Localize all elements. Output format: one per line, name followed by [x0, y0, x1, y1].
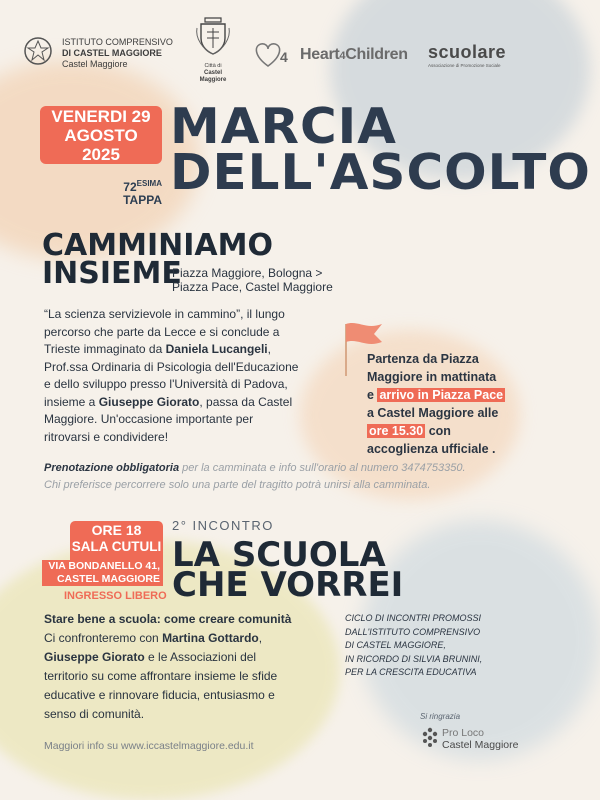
date-line2: AGOSTO [64, 126, 138, 145]
desc2-line: Ci confronteremo con [44, 631, 163, 645]
brand-four: 4 [339, 50, 346, 62]
desc-line: ritrovarsi e condividere! [44, 429, 169, 444]
tappa-label [92, 177, 162, 207]
departure-info [367, 350, 537, 458]
desc-line: Prof.ssa Ordinaria di Psicologia dell'Educazione [44, 359, 299, 374]
route-line2: Piazza Pace, Castel Maggiore [172, 280, 333, 294]
ciclo-line: DI CASTEL MAGGIORE, [345, 640, 446, 650]
desc2-line: senso di comunità. [44, 707, 145, 721]
thanks-label: Si ringrazia [420, 712, 461, 721]
ciclo-text [345, 612, 535, 680]
desc-line: e dello sviluppo presso l'Università di Padova, [44, 377, 288, 391]
time-highlight: ore 15.30 [369, 424, 424, 438]
departure-line: a Castel Maggiore alle [367, 406, 499, 420]
main-title [170, 98, 591, 201]
desc-name-lucangeli: Daniela Lucangeli [165, 342, 268, 356]
address [42, 560, 163, 586]
second-event-title [172, 535, 404, 605]
date-line3: 2025 [82, 145, 120, 164]
departure-line: Partenza da Piazza [367, 352, 479, 366]
brand-heart: Heart [300, 46, 340, 63]
title2-line1: LA SCUOLA [172, 535, 386, 575]
proloco-line2: Castel Maggiore [442, 739, 519, 751]
proloco-logo [420, 726, 440, 753]
ciclo-line: DALL'ISTITUTO COMPRENSIVO [345, 626, 481, 637]
ciclo-line: CICLO DI INCONTRI PROMOSSI [345, 613, 482, 623]
name-giorato: Giuseppe Giorato [44, 650, 145, 664]
second-event-description [44, 610, 344, 724]
title-line1: MARCIA [170, 98, 397, 155]
svg-text:4: 4 [280, 49, 288, 65]
emblem-icon [22, 35, 54, 67]
footer-info: Maggiori info su www.iccastelmaggiore.edu.it [44, 740, 254, 752]
istituto-line3: Castel Maggiore [62, 59, 128, 69]
desc2-line: e le Associazioni del [144, 650, 257, 664]
scuolare-logo [428, 42, 528, 68]
incontro-label: 2° INCONTRO [172, 518, 274, 533]
departure-line: con [425, 424, 451, 438]
desc2-punct: , [258, 631, 263, 645]
desc-line: Maggiore. Un'occasione importante per [44, 412, 254, 426]
desc2-line: educative e rinnovare fiducia, entusiasmo e [44, 688, 275, 702]
departure-line: Maggiore in mattinata [367, 370, 497, 384]
booking-required: Prenotazione obbligatoria [44, 462, 180, 474]
scuolare-subtitle: Associazione di Promozione Sociale [428, 63, 501, 68]
description [44, 306, 344, 446]
istituto-name [62, 37, 173, 70]
booking-line2: Chi preferisce percorrere solo una parte del tragitto potrà unirsi alla camminata. [44, 479, 431, 491]
name-gottardo: Martina Gottardo [162, 631, 259, 645]
address-line1: VIA BONDANELLO 41, [42, 560, 163, 573]
free-entry-label: INGRESSO LIBERO [64, 590, 167, 602]
tappa-number: 72 [123, 180, 137, 194]
second-event-headline: Stare bene a scuola: come creare comunità [44, 612, 292, 626]
desc2-line: territorio su come affrontare insieme le sfide [44, 669, 278, 683]
ciclo-line: IN RICORDO DI SILVIA BRUNINI, [345, 653, 483, 664]
heart4children-text [300, 46, 408, 64]
desc-line: “La scienza servizievole in cammino”, il lungo [44, 307, 285, 321]
subtitle-line2: INSIEME [42, 256, 182, 291]
departure-line: e [367, 388, 378, 402]
date-text [40, 107, 162, 164]
tappa-esima: ESIMA [136, 179, 162, 188]
desc-name-giorato: Giuseppe Giorato [98, 394, 200, 409]
desc-line: insieme a [44, 394, 99, 409]
departure-line: accoglienza ufficiale . [367, 442, 496, 456]
date-line1: VENERDI 29 [51, 107, 151, 126]
coat-of-arms-icon [193, 14, 233, 58]
booking-rest: per la camminata e info sull'orario al numero 3474753350. [179, 462, 466, 474]
desc-line: Trieste immaginato da [44, 342, 166, 356]
title2-line2: CHE VORREI [172, 565, 404, 605]
citta-label-2: Castel Maggiore [199, 70, 227, 83]
heart4children-logo [252, 40, 298, 75]
title-line2: DELL'ASCOLTO [170, 144, 591, 201]
istituto-line1: ISTITUTO COMPRENSIVO [62, 37, 173, 47]
tappa-word: TAPPA [123, 193, 162, 207]
heart-icon [252, 40, 298, 70]
route-line1: Piazza Maggiore, Bologna > [172, 266, 323, 280]
ciclo-line: PER LA CRESCITA EDUCATIVA [345, 667, 477, 677]
booking-note [44, 460, 524, 494]
desc-line: percorso che parte da Lecce e si conclude a [44, 324, 280, 339]
istituto-logo [22, 35, 54, 72]
second-event-time [70, 522, 163, 555]
scuolare-text: scuolare [428, 42, 507, 62]
proloco-line1: Pro Loco [442, 727, 485, 739]
place-label: SALA CUTULI [71, 539, 162, 554]
time-label: ORE 18 [91, 522, 142, 538]
arrival-highlight: arrivo in Piazza Pace [379, 388, 504, 402]
proloco-text [442, 727, 518, 751]
dots-logo-icon [420, 726, 440, 748]
brand-children: Children [345, 46, 408, 63]
subtitle-line1: CAMMINIAMO [42, 228, 273, 263]
desc-line: , passa da Castel [199, 394, 293, 409]
desc-punct: , [267, 342, 271, 356]
istituto-line2: DI CASTEL MAGGIORE [62, 48, 162, 58]
address-line2: CASTEL MAGGIORE [42, 573, 163, 586]
citta-label-1: Città di [204, 63, 222, 69]
citta-logo [190, 14, 236, 84]
route-text [172, 266, 333, 294]
